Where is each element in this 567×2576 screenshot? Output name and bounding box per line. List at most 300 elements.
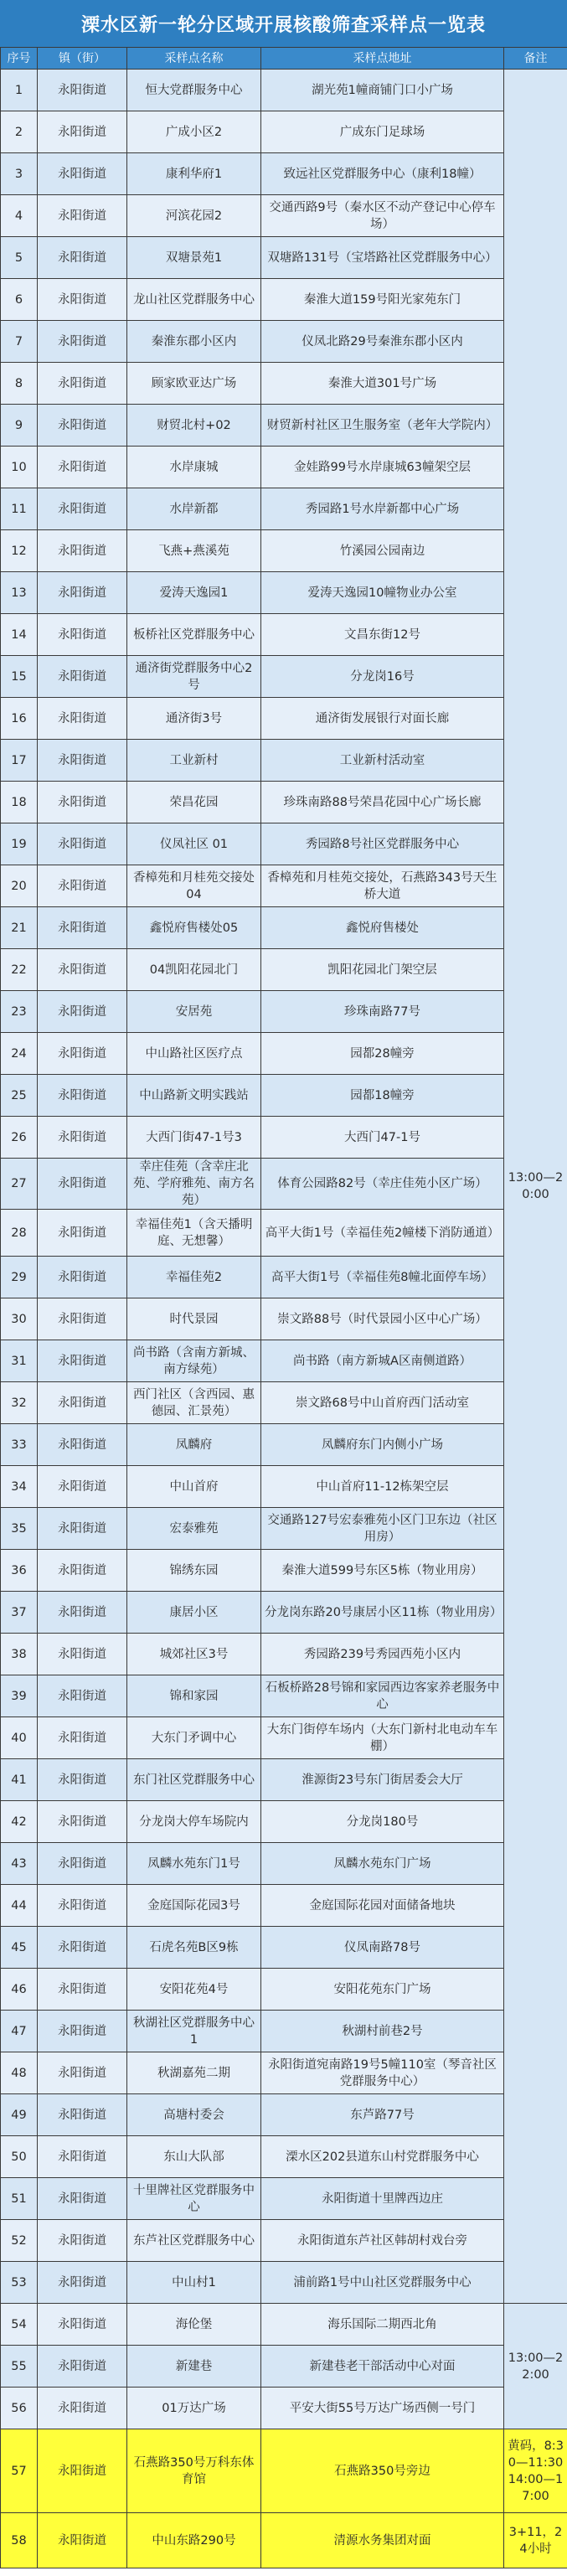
row-site-name: 安居苑 [127,991,261,1033]
row-site-name: 龙山社区党群服务中心 [127,279,261,321]
row-site-name: 中山东路290号 [127,2513,261,2568]
row-site-address: 凤麟府东门内侧小广场 [261,1424,504,1466]
table-row [1,1075,567,1117]
sheet-title: 溧水区新一轮分区域开展核酸筛查采样点一览表 [0,0,567,47]
row-index: 42 [1,1801,38,1843]
row-site-name: 石燕路350号万科东体育馆 [127,2429,261,2513]
row-town: 永阳街道 [38,2136,127,2178]
row-site-name: 新建巷 [127,2346,261,2388]
table-row [1,656,567,698]
row-index: 22 [1,949,38,991]
table-row [1,1885,567,1927]
row-index: 51 [1,2178,38,2220]
row-site-address: 秦淮大道159号阳光家苑东门 [261,279,504,321]
row-town: 永阳街道 [38,405,127,447]
table-row [1,614,567,656]
row-site-address: 体育公园路82号（幸庄佳苑小区广场） [261,1159,504,1210]
header-remark: 备注 [504,48,567,70]
row-town: 永阳街道 [38,1257,127,1298]
table-row [1,405,567,447]
row-site-address: 仪凤南路78号 [261,1927,504,1969]
row-town: 永阳街道 [38,1717,127,1759]
row-town: 永阳街道 [38,1592,127,1634]
row-index: 4 [1,195,38,237]
row-site-address: 永阳街道东芦社区韩胡村戏台旁 [261,2220,504,2262]
row-site-address: 秋湖村前巷2号 [261,2011,504,2052]
row-town: 永阳街道 [38,111,127,153]
row-index: 27 [1,1159,38,1210]
row-site-address: 尚书路（南方新城A区南侧道路） [261,1340,504,1382]
remark-time-group1: 13:00—20:00 [504,70,567,2304]
row-index: 40 [1,1717,38,1759]
table-row [1,1210,567,1257]
row-index: 10 [1,447,38,488]
row-site-name: 中山村1 [127,2262,261,2304]
row-site-name: 财贸北村+02 [127,405,261,447]
row-site-name: 锦绣东园 [127,1550,261,1592]
row-town: 永阳街道 [38,2262,127,2304]
row-site-address: 致远社区党群服务中心（康利18幢） [261,153,504,195]
table-row [1,363,567,405]
row-index: 39 [1,1675,38,1717]
row-town: 永阳街道 [38,656,127,698]
row-site-address: 湖光苑1幢商铺门口小广场 [261,70,504,111]
row-site-name: 恒大党群服务中心 [127,70,261,111]
header-site-address: 采样点地址 [261,48,504,70]
table-row [1,1033,567,1075]
table-row [1,2513,567,2568]
row-town: 永阳街道 [38,1466,127,1508]
row-site-name: 顾家欧亚达广场 [127,363,261,405]
row-index: 3 [1,153,38,195]
row-town: 永阳街道 [38,1340,127,1382]
table-row [1,1717,567,1759]
row-site-address: 石燕路350号旁边 [261,2429,504,2513]
row-index: 29 [1,1257,38,1298]
row-site-name: 安阳花苑4号 [127,1969,261,2011]
header-town: 镇（街） [38,48,127,70]
row-site-name: 康利华府1 [127,153,261,195]
table-row [1,1801,567,1843]
row-site-address: 分龙岗16号 [261,656,504,698]
row-index: 13 [1,572,38,614]
row-site-name: 鑫悦府售楼处05 [127,907,261,949]
row-site-name: 东门社区党群服务中心 [127,1759,261,1801]
row-town: 永阳街道 [38,2429,127,2513]
row-town: 永阳街道 [38,279,127,321]
row-index: 7 [1,321,38,363]
row-site-name: 幸福佳苑2 [127,1257,261,1298]
row-site-address: 海乐国际二期西北角 [261,2304,504,2346]
row-site-name: 中山路新文明实践站 [127,1075,261,1117]
row-town: 永阳街道 [38,2052,127,2094]
row-index: 33 [1,1424,38,1466]
row-index: 8 [1,363,38,405]
row-site-address: 秀园路8号社区党群服务中心 [261,823,504,865]
row-site-name: 时代景园 [127,1298,261,1340]
row-site-name: 秋湖嘉苑二期 [127,2052,261,2094]
row-site-address: 爱涛天逸园10幢物业办公室 [261,572,504,614]
row-site-address: 分龙岗180号 [261,1801,504,1843]
row-index: 30 [1,1298,38,1340]
row-index: 15 [1,656,38,698]
table-row [1,740,567,782]
row-index: 21 [1,907,38,949]
row-site-name: 高塘村委会 [127,2094,261,2136]
table-row [1,2304,567,2346]
row-site-name: 仪凤社区 01 [127,823,261,865]
row-site-name: 广成小区2 [127,111,261,153]
table-row [1,530,567,572]
table-row [1,1466,567,1508]
row-town: 永阳街道 [38,2094,127,2136]
row-town: 永阳街道 [38,865,127,907]
table-body [1,70,567,2568]
row-index: 25 [1,1075,38,1117]
row-town: 永阳街道 [38,321,127,363]
row-site-address: 珍珠南路88号荣昌花园中心广场长廊 [261,782,504,823]
row-site-name: 东芦社区党群服务中心 [127,2220,261,2262]
table-row [1,1340,567,1382]
row-site-name: 板桥社区党群服务中心 [127,614,261,656]
remark-time-group4: 3+11，24小时 [504,2513,567,2568]
row-index: 14 [1,614,38,656]
table-header-row [1,48,567,70]
row-site-name: 荣昌花园 [127,782,261,823]
table-row [1,1592,567,1634]
table-row [1,1508,567,1550]
row-index: 44 [1,1885,38,1927]
row-town: 永阳街道 [38,195,127,237]
table-row [1,865,567,907]
row-site-address: 园都18幢旁 [261,1075,504,1117]
table-row [1,907,567,949]
row-site-address: 淮源街23号东门街居委会大厅 [261,1759,504,1801]
row-town: 永阳街道 [38,1210,127,1257]
row-site-address: 双塘路131号（宝塔路社区党群服务中心） [261,237,504,279]
row-site-name: 通济街3号 [127,698,261,740]
row-site-name: 01万达广场 [127,2388,261,2429]
row-town: 永阳街道 [38,1298,127,1340]
row-town: 永阳街道 [38,823,127,865]
row-index: 2 [1,111,38,153]
row-town: 永阳街道 [38,1759,127,1801]
header-site-name: 采样点名称 [127,48,261,70]
row-town: 永阳街道 [38,2304,127,2346]
row-site-name: 城郊社区3号 [127,1634,261,1675]
row-site-name: 工业新村 [127,740,261,782]
row-index: 12 [1,530,38,572]
table-row [1,1759,567,1801]
row-site-address: 高平大街1号（幸福佳苑8幢北面停车场） [261,1257,504,1298]
remark-time-group3: 黄码，8:30—11:30 14:00—17:00 [504,2429,567,2513]
row-site-name: 中山路社区医疗点 [127,1033,261,1075]
row-site-address: 竹溪园公园南边 [261,530,504,572]
row-site-name: 锦和家园 [127,1675,261,1717]
row-town: 永阳街道 [38,949,127,991]
row-site-name: 凤麟府 [127,1424,261,1466]
row-site-address: 金庭国际花园对面储备地块 [261,1885,504,1927]
row-town: 永阳街道 [38,1508,127,1550]
row-town: 永阳街道 [38,2346,127,2388]
row-index: 17 [1,740,38,782]
row-index: 54 [1,2304,38,2346]
row-site-address: 东芦路77号 [261,2094,504,2136]
table-row [1,111,567,153]
row-site-address: 永阳街道十里牌西边庄 [261,2178,504,2220]
table-row [1,949,567,991]
row-site-address: 永阳街道宛南路19号5幢110室（琴音社区党群服务中心） [261,2052,504,2094]
row-site-address: 凯阳花园北门架空层 [261,949,504,991]
row-index: 36 [1,1550,38,1592]
row-town: 永阳街道 [38,363,127,405]
row-index: 11 [1,488,38,530]
row-site-address: 秦淮大道599号东区5栋（物业用房） [261,1550,504,1592]
row-town: 永阳街道 [38,1927,127,1969]
table-row [1,991,567,1033]
row-site-address: 仪凤北路29号秦淮东郡小区内 [261,321,504,363]
table-row [1,70,567,111]
table-row [1,2052,567,2094]
table-row [1,2429,567,2513]
row-site-address: 大西门47-1号 [261,1117,504,1159]
row-town: 永阳街道 [38,1424,127,1466]
row-town: 永阳街道 [38,1550,127,1592]
row-site-address: 中山首府11-12栋架空层 [261,1466,504,1508]
table-row [1,1257,567,1298]
row-site-address: 秀园路239号秀园西苑小区内 [261,1634,504,1675]
table-row [1,823,567,865]
table-row [1,447,567,488]
row-site-address: 平安大街55号万达广场西侧一号门 [261,2388,504,2429]
table-row [1,1117,567,1159]
row-town: 永阳街道 [38,991,127,1033]
row-site-address: 交通西路9号（秦水区不动产登记中心停车场） [261,195,504,237]
table-row [1,698,567,740]
row-site-address: 崇文路68号中山首府西门活动室 [261,1382,504,1424]
row-index: 47 [1,2011,38,2052]
table-row [1,1634,567,1675]
row-site-name: 金庭国际花园3号 [127,1885,261,1927]
header-index: 序号 [1,48,38,70]
row-site-address: 秦淮大道301号广场 [261,363,504,405]
table-row [1,2011,567,2052]
row-site-name: 香樟苑和月桂苑交接处04 [127,865,261,907]
row-town: 永阳街道 [38,698,127,740]
table-row [1,782,567,823]
remark-time-group2: 13:00—22:00 [504,2304,567,2429]
row-index: 49 [1,2094,38,2136]
table-row [1,1550,567,1592]
row-site-name: 西门社区（含西园、惠德园、汇景苑） [127,1382,261,1424]
row-site-address: 广成东门足球场 [261,111,504,153]
row-site-address: 工业新村活动室 [261,740,504,782]
row-site-name: 海伦堡 [127,2304,261,2346]
row-site-address: 大东门街停车场内（大东门新村北电动车车棚） [261,1717,504,1759]
row-site-name: 十里牌社区党群服务中心 [127,2178,261,2220]
row-site-name: 幸福佳苑1（含天播明庭、无想馨） [127,1210,261,1257]
row-index: 16 [1,698,38,740]
row-index: 23 [1,991,38,1033]
row-town: 永阳街道 [38,1159,127,1210]
row-site-name: 飞燕+燕溪苑 [127,530,261,572]
row-index: 6 [1,279,38,321]
row-index: 43 [1,1843,38,1885]
table-row [1,195,567,237]
row-town: 永阳街道 [38,488,127,530]
row-site-name: 通济街党群服务中心2号 [127,656,261,698]
row-town: 永阳街道 [38,237,127,279]
row-town: 永阳街道 [38,907,127,949]
row-index: 45 [1,1927,38,1969]
row-town: 永阳街道 [38,614,127,656]
row-site-name: 04凯阳花园北门 [127,949,261,991]
row-site-address: 交通路127号宏泰雅苑小区门卫东边（社区用房） [261,1508,504,1550]
row-town: 永阳街道 [38,1033,127,1075]
table-row [1,279,567,321]
table-row [1,572,567,614]
row-site-address: 高平大街1号（幸福佳苑2幢楼下消防通道） [261,1210,504,1257]
row-index: 34 [1,1466,38,1508]
row-site-name: 秦淮东郡小区内 [127,321,261,363]
row-town: 永阳街道 [38,1382,127,1424]
row-site-address: 崇文路88号（时代景园小区中心广场） [261,1298,504,1340]
table-row [1,2262,567,2304]
row-town: 永阳街道 [38,1117,127,1159]
row-site-name: 尚书路（含南方新城、南方绿苑） [127,1340,261,1382]
row-town: 永阳街道 [38,447,127,488]
row-site-address: 凤麟水苑东门广场 [261,1843,504,1885]
row-index: 24 [1,1033,38,1075]
row-site-address: 溧水区202县道东山村党群服务中心 [261,2136,504,2178]
row-site-address: 珍珠南路77号 [261,991,504,1033]
row-index: 48 [1,2052,38,2094]
table-row [1,2178,567,2220]
row-site-address: 通济街发展银行对面长廊 [261,698,504,740]
row-index: 46 [1,1969,38,2011]
row-index: 18 [1,782,38,823]
row-site-address: 安阳花苑东门广场 [261,1969,504,2011]
table-row [1,1969,567,2011]
row-index: 50 [1,2136,38,2178]
row-site-name: 宏泰雅苑 [127,1508,261,1550]
table-row [1,153,567,195]
row-index: 26 [1,1117,38,1159]
row-index: 31 [1,1340,38,1382]
row-site-name: 水岸新都 [127,488,261,530]
row-town: 永阳街道 [38,70,127,111]
table-row [1,1159,567,1210]
row-site-address: 鑫悦府售楼处 [261,907,504,949]
table-row [1,2220,567,2262]
row-town: 永阳街道 [38,1969,127,2011]
row-index: 58 [1,2513,38,2568]
row-index: 28 [1,1210,38,1257]
row-site-name: 东山大队部 [127,2136,261,2178]
row-index: 32 [1,1382,38,1424]
table-row [1,1298,567,1340]
row-site-address: 浦前路1号中山社区党群服务中心 [261,2262,504,2304]
table-row [1,321,567,363]
row-town: 永阳街道 [38,1801,127,1843]
table-row [1,1382,567,1424]
row-site-name: 康居小区 [127,1592,261,1634]
row-index: 35 [1,1508,38,1550]
row-town: 永阳街道 [38,2011,127,2052]
row-town: 永阳街道 [38,1075,127,1117]
row-town: 永阳街道 [38,1634,127,1675]
row-site-address: 新建巷老干部活动中心对面 [261,2346,504,2388]
row-town: 永阳街道 [38,2388,127,2429]
row-site-name: 分龙岗大停车场院内 [127,1801,261,1843]
table-row [1,2388,567,2429]
row-index: 5 [1,237,38,279]
row-site-address: 金娃路99号水岸康城63幢架空层 [261,447,504,488]
table-row [1,1424,567,1466]
row-town: 永阳街道 [38,572,127,614]
row-town: 永阳街道 [38,1885,127,1927]
row-town: 永阳街道 [38,782,127,823]
row-town: 永阳街道 [38,2220,127,2262]
row-site-name: 双塘景苑1 [127,237,261,279]
row-index: 19 [1,823,38,865]
table-row [1,2346,567,2388]
row-site-name: 秋湖社区党群服务中心1 [127,2011,261,2052]
table-row [1,2136,567,2178]
row-site-address: 文昌东街12号 [261,614,504,656]
row-index: 55 [1,2346,38,2388]
row-index: 57 [1,2429,38,2513]
row-site-name: 爱涛天逸园1 [127,572,261,614]
sampling-table [0,47,567,2568]
row-index: 52 [1,2220,38,2262]
row-site-address: 园都28幢旁 [261,1033,504,1075]
row-site-name: 凤麟水苑东门1号 [127,1843,261,1885]
row-index: 38 [1,1634,38,1675]
table-row [1,1927,567,1969]
row-index: 37 [1,1592,38,1634]
row-site-address: 分龙岗东路20号康居小区11栋（物业用房） [261,1592,504,1634]
table-row [1,2094,567,2136]
row-site-name: 河滨花园2 [127,195,261,237]
row-index: 9 [1,405,38,447]
row-site-address: 清源水务集团对面 [261,2513,504,2568]
row-index: 20 [1,865,38,907]
table-row [1,488,567,530]
row-index: 56 [1,2388,38,2429]
row-town: 永阳街道 [38,1675,127,1717]
row-site-address: 财贸新村社区卫生服务室（老年大学院内） [261,405,504,447]
row-town: 永阳街道 [38,2513,127,2568]
row-site-address: 秀园路1号水岸新都中心广场 [261,488,504,530]
row-site-name: 幸庄佳苑（含幸庄北苑、学府雅苑、南方名苑） [127,1159,261,1210]
table-row [1,237,567,279]
row-index: 53 [1,2262,38,2304]
row-site-name: 水岸康城 [127,447,261,488]
row-site-name: 大西门街47-1号3 [127,1117,261,1159]
row-site-name: 中山首府 [127,1466,261,1508]
row-site-name: 石虎名苑B区9栋 [127,1927,261,1969]
row-index: 1 [1,70,38,111]
row-town: 永阳街道 [38,530,127,572]
table-row [1,1843,567,1885]
row-town: 永阳街道 [38,740,127,782]
row-town: 永阳街道 [38,1843,127,1885]
row-town: 永阳街道 [38,2178,127,2220]
table-row [1,1675,567,1717]
row-site-name: 大东门矛调中心 [127,1717,261,1759]
row-site-address: 石板桥路28号锦和家园西边客家养老服务中心 [261,1675,504,1717]
